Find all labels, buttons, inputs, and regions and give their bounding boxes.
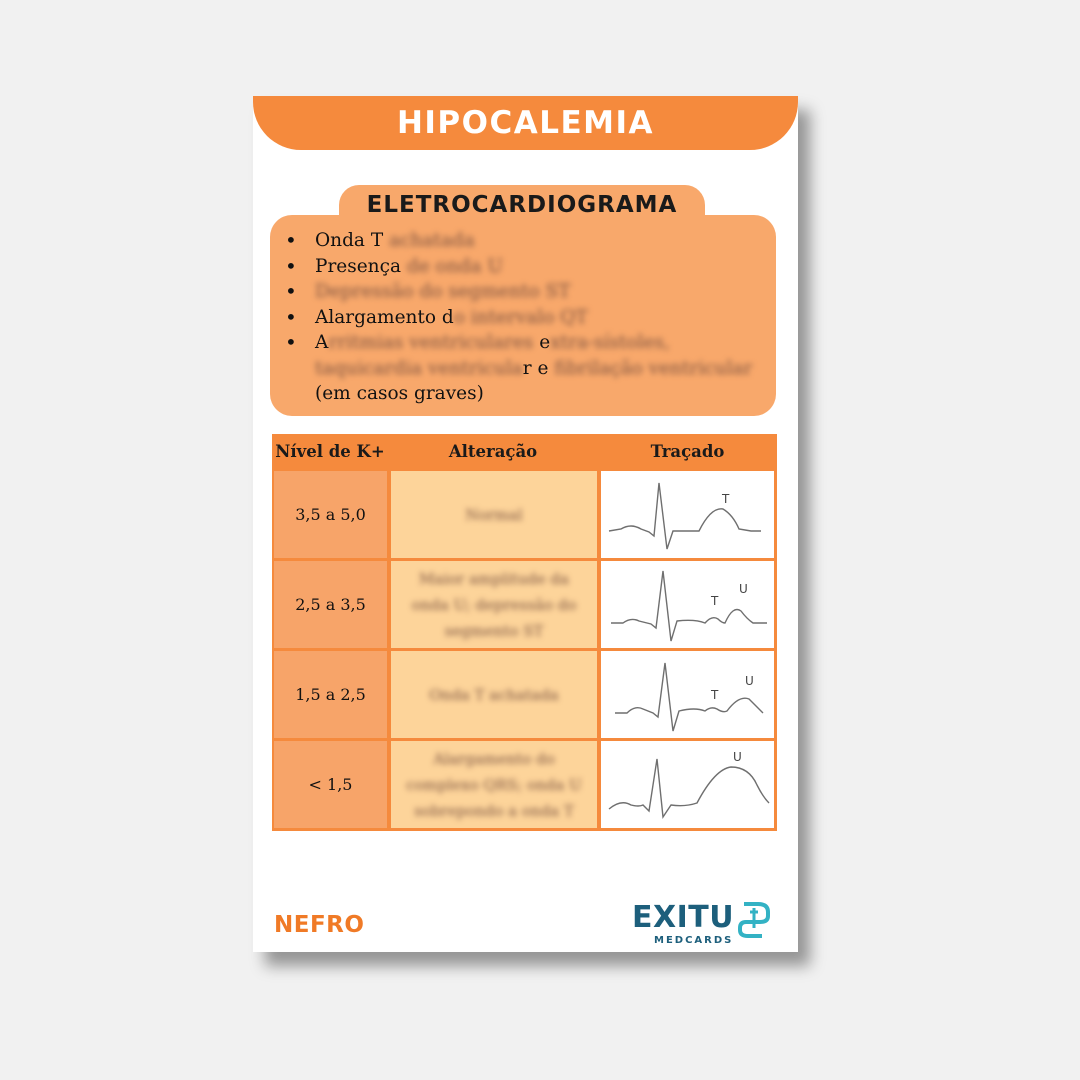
table-row-change: Alargamento do complexo QRS; onda U sobrepondo a onda T [391,741,597,828]
trace-label-t: T [711,688,719,702]
ecg-trace-severe [601,741,774,828]
ecg-trace-moderate [601,651,774,738]
trace-label-u: U [745,674,754,688]
ecg-finding-4: • Alargamento do intervalo QT [283,305,753,331]
header-level: Nível de K+ [275,442,385,461]
header-trace: Traçado [650,442,725,461]
brand-subtitle: MEDCARDS [654,935,734,946]
ecg-trace-normal-graphic [601,471,774,558]
category-label: NEFRO [274,912,365,938]
brand-mark-icon [736,898,774,940]
table-row-change: Normal [391,471,597,558]
trace-label-t: T [711,594,719,608]
blurred-text: o intervalo QT [453,306,588,328]
card-title: HIPOCALEMIA [396,105,655,141]
ecg-finding-5: • Arritmias ventriculares extra-sístoles, taquicardia ventricular e fibrilação ventricular (em casos graves) [283,330,753,407]
table-row-level: 2,5 a 3,5 [274,561,387,648]
blurred-text: achatada [389,230,475,251]
ecg-trace-mild-graphic [601,561,774,648]
ecg-trace-mild [601,561,774,648]
blurred-text: de onda U [406,255,503,277]
potassium-table [272,434,777,831]
medcard [253,96,798,952]
ecg-trace-severe-graphic [601,741,774,828]
title-banner [253,96,798,150]
table-row-change: Onda T achatada [391,651,597,738]
table-row-level: 3,5 a 5,0 [274,471,387,558]
trace-label-u: U [733,750,742,764]
blurred-text: xtra-sístoles, taquicardia ventricula [315,332,670,379]
brand-logo [632,898,774,950]
ecg-findings-list [283,228,753,407]
table-row-level: < 1,5 [274,741,387,828]
ecg-finding-3 [283,279,753,305]
header-change: Alteração [448,442,538,461]
blurred-text: rritmias ventriculares [328,332,534,353]
trace-label-u: U [739,582,748,596]
ecg-trace-moderate-graphic [601,651,774,738]
blurred-text: fibrilação ventricular [554,357,753,379]
ecg-finding-1: • Onda T achatada [283,228,753,254]
ecg-heading: ELETROCARDIOGRAMA [366,192,678,218]
brand-name: EXITU [632,900,735,935]
trace-label-t: T [722,492,730,506]
ecg-trace-normal [601,471,774,558]
ecg-finding-2: • Presença de onda U [283,254,753,280]
table-row-change: Maior amplitude da onda U; depressão do segmento ST [391,561,597,648]
ecg-heading-tab [339,185,705,225]
blurred-text: Depressão do segmento ST [315,281,571,302]
table-row-level: 1,5 a 2,5 [274,651,387,738]
